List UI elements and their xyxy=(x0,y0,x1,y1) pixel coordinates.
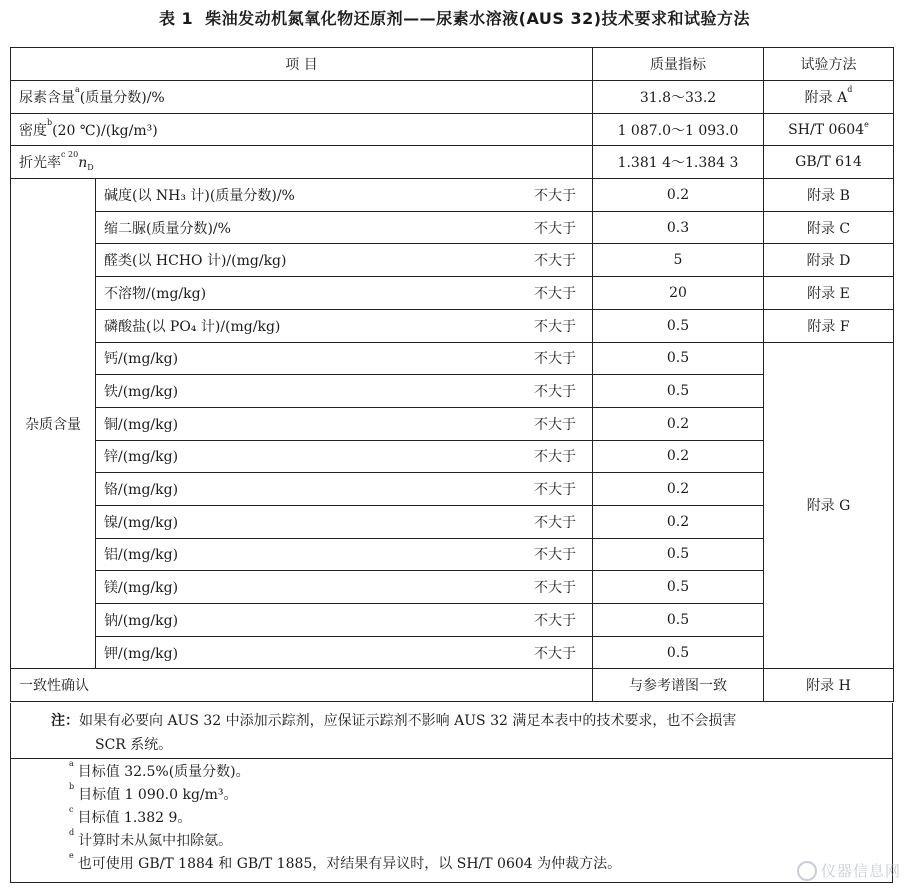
not-greater-label: 不大于 xyxy=(534,514,577,531)
property-label: 密度$^b$(20 ℃)/(kg/m³) xyxy=(11,113,593,146)
test-method: 附录 E xyxy=(764,277,894,310)
footnotes xyxy=(11,759,892,876)
not-greater-label: 不大于 xyxy=(534,547,577,564)
test-method: GB/T 614 xyxy=(764,146,894,179)
test-method-metals: 附录 G xyxy=(764,342,894,669)
impurity-name-cell xyxy=(96,179,593,212)
not-greater-label: 不大于 xyxy=(534,612,577,629)
note-label: 注： xyxy=(51,713,79,729)
impurity-name: 镍/(mg/kg) xyxy=(104,514,179,531)
impurity-row xyxy=(11,440,894,473)
impurity-name: 镁/(mg/kg) xyxy=(104,580,179,597)
not-greater-label: 不大于 xyxy=(534,580,577,597)
impurity-name-cell xyxy=(96,342,593,375)
not-greater-label: 不大于 xyxy=(534,253,577,270)
quality-value: 31.8～33.2 xyxy=(593,81,764,114)
not-greater-label: 不大于 xyxy=(534,645,577,662)
impurity-name-cell xyxy=(96,277,593,310)
impurity-name-cell xyxy=(96,538,593,571)
impurity-name: 磷酸盐(以 PO₄ 计)/(mg/kg) xyxy=(104,318,281,335)
table-number: 表 1 xyxy=(158,9,194,28)
impurity-name-cell xyxy=(96,211,593,244)
note-text-line2: SCR 系统。 xyxy=(95,737,173,753)
not-greater-label: 不大于 xyxy=(534,482,577,499)
quality-value: 0.2 xyxy=(593,505,764,538)
impurity-name: 钙/(mg/kg) xyxy=(104,351,179,368)
table-note xyxy=(11,703,892,759)
impurity-group-label: 杂质含量 xyxy=(11,179,96,669)
impurity-row xyxy=(11,473,894,506)
quality-value: 0.2 xyxy=(593,407,764,440)
impurity-name-cell xyxy=(96,407,593,440)
quality-value: 1 087.0～1 093.0 xyxy=(593,113,764,146)
row-urea-content xyxy=(11,81,894,114)
not-greater-label: 不大于 xyxy=(534,187,577,204)
impurity-name-cell xyxy=(96,244,593,277)
test-method: 附录 $A^d$ xyxy=(764,81,894,114)
footnote-mark: a xyxy=(69,759,74,768)
impurity-name: 不溶物/(mg/kg) xyxy=(104,285,207,302)
impurity-name-cell xyxy=(96,505,593,538)
quality-value: 0.2 xyxy=(593,440,764,473)
impurity-name: 铁/(mg/kg) xyxy=(104,384,179,401)
not-greater-label: 不大于 xyxy=(534,220,577,237)
impurity-row xyxy=(11,309,894,342)
header-method: 试验方法 xyxy=(764,48,894,81)
test-method: 附录 F xyxy=(764,309,894,342)
table-title-text: 柴油发动机氮氧化物还原剂——尿素水溶液(AUS 32)技术要求和试验方法 xyxy=(205,9,751,28)
quality-value: 0.5 xyxy=(593,375,764,408)
footnote xyxy=(69,761,892,784)
quality-value: 与参考谱图一致 xyxy=(593,669,764,702)
row-refractive-index xyxy=(11,146,894,179)
impurity-name-cell xyxy=(96,440,593,473)
footnote-mark: b xyxy=(69,782,75,791)
footnote-text: 目标值 1.382 9。 xyxy=(77,810,192,826)
impurity-row xyxy=(11,179,894,212)
note-text-line1: 如果有必要向 AUS 32 中添加示踪剂，应保证示踪剂不影响 AUS 32 满足本表中的技术要求，也不会损害 xyxy=(79,713,737,729)
table-header-row xyxy=(11,48,894,81)
impurity-name-cell xyxy=(96,375,593,408)
impurity-row xyxy=(11,375,894,408)
header-item: 项 目 xyxy=(11,48,593,81)
impurity-name-cell xyxy=(96,571,593,604)
impurity-name: 钠/(mg/kg) xyxy=(104,612,179,629)
footnote-text: 目标值 32.5%(质量分数)。 xyxy=(77,764,250,780)
test-method: SH/T 0604e xyxy=(764,113,894,146)
quality-value: 0.3 xyxy=(593,211,764,244)
impurity-name: 碱度(以 NH₃ 计)(质量分数)/% xyxy=(104,187,295,204)
footnote-mark: c xyxy=(69,805,74,814)
footnote xyxy=(69,784,892,807)
quality-value: 0.2 xyxy=(593,473,764,506)
footnote-text: 也可使用 GB/T 1884 和 GB/T 1885，对结果有异议时，以 SH/T 0604 为仲裁方法。 xyxy=(77,856,622,872)
impurity-name-cell xyxy=(96,309,593,342)
row-density xyxy=(11,113,894,146)
quality-value: 1.381 4～1.384 3 xyxy=(593,146,764,179)
impurity-name: 钾/(mg/kg) xyxy=(104,645,179,662)
not-greater-label: 不大于 xyxy=(534,351,577,368)
spec-table xyxy=(10,47,894,702)
not-greater-label: 不大于 xyxy=(534,285,577,302)
not-greater-label: 不大于 xyxy=(534,416,577,433)
quality-value: 0.5 xyxy=(593,309,764,342)
quality-value: 5 xyxy=(593,244,764,277)
impurity-row xyxy=(11,211,894,244)
impurity-name-cell xyxy=(96,473,593,506)
impurity-name-cell xyxy=(96,604,593,637)
footnote-text: 目标值 1 090.0 kg/m³。 xyxy=(78,787,238,803)
test-method: 附录 D xyxy=(764,244,894,277)
property-label: 一致性确认 xyxy=(11,669,593,702)
footnote-text: 计算时未从氮中扣除氨。 xyxy=(78,833,233,849)
footnote xyxy=(69,830,892,853)
quality-value: 0.2 xyxy=(593,179,764,212)
quality-value: 0.5 xyxy=(593,538,764,571)
footnote xyxy=(69,807,892,830)
not-greater-label: 不大于 xyxy=(534,449,577,466)
footnote xyxy=(69,853,892,876)
footnote-mark: d xyxy=(69,828,75,837)
impurity-name-cell xyxy=(96,636,593,669)
impurity-row xyxy=(11,505,894,538)
impurity-name: 醛类(以 HCHO 计)/(mg/kg) xyxy=(104,253,287,270)
table-title xyxy=(0,6,909,29)
impurity-name: 铬/(mg/kg) xyxy=(104,482,179,499)
impurity-name: 锌/(mg/kg) xyxy=(104,449,179,466)
not-greater-label: 不大于 xyxy=(534,384,577,401)
impurity-name: 铝/(mg/kg) xyxy=(104,547,179,564)
impurity-row xyxy=(11,538,894,571)
test-method: 附录 C xyxy=(764,211,894,244)
quality-value: 0.5 xyxy=(593,636,764,669)
header-quality: 质量指标 xyxy=(593,48,764,81)
watermark-logo-icon xyxy=(797,861,817,881)
impurity-row xyxy=(11,636,894,669)
impurity-row xyxy=(11,604,894,637)
impurity-row xyxy=(11,407,894,440)
quality-value: 0.5 xyxy=(593,342,764,375)
test-method: 附录 B xyxy=(764,179,894,212)
notes-section xyxy=(10,703,893,883)
row-consistency xyxy=(11,669,894,702)
impurity-row xyxy=(11,571,894,604)
impurity-name: 铜/(mg/kg) xyxy=(104,416,179,433)
quality-value: 20 xyxy=(593,277,764,310)
footnote-mark: e xyxy=(69,851,74,860)
quality-value: 0.5 xyxy=(593,604,764,637)
property-label: 尿素含量$^a$(质量分数)/% xyxy=(11,81,593,114)
impurity-row xyxy=(11,277,894,310)
test-method: 附录 H xyxy=(764,669,894,702)
not-greater-label: 不大于 xyxy=(534,318,577,335)
watermark: 仪器信息网 xyxy=(797,860,901,882)
property-label: 折光率$^{c 20}$nD xyxy=(11,146,593,179)
impurity-row xyxy=(11,244,894,277)
impurity-row xyxy=(11,342,894,375)
impurity-name: 缩二脲(质量分数)/% xyxy=(104,220,231,237)
quality-value: 0.5 xyxy=(593,571,764,604)
